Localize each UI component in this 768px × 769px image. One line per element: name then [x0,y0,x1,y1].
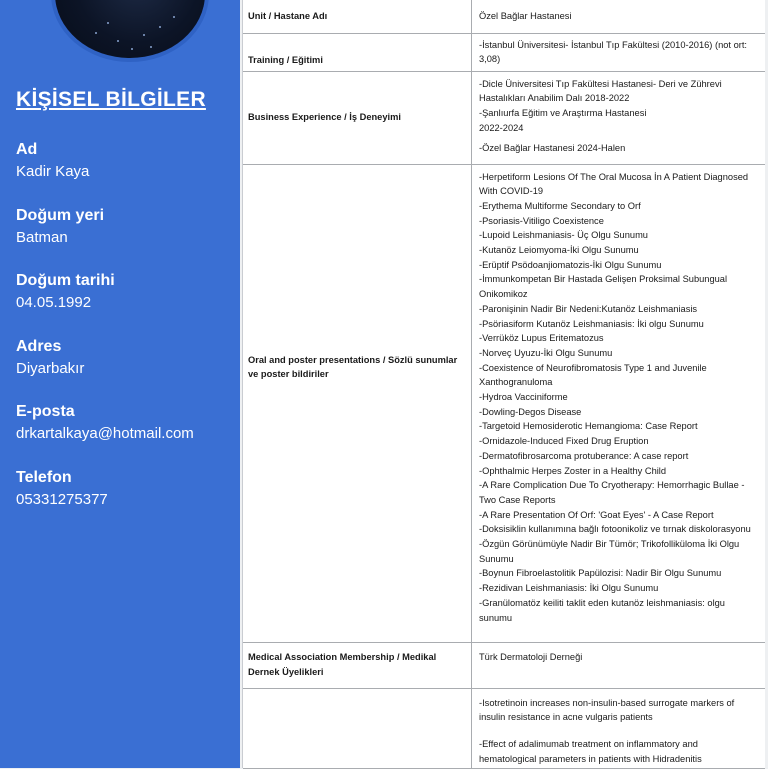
row-label [243,688,472,768]
presentation-item: -Erüptif Psödoanjiomatozis-İki Olgu Sunumu [479,259,662,270]
row-experience [243,71,765,164]
presentation-item: -Coexistence of Neurofibromatosis Type 1 and Juvenile Xanthogranuloma [479,362,707,388]
presentation-item: -Verrüköz Lupus Eritematozus [479,333,604,344]
presentation-item: -Dowling-Degos Disease [479,406,582,417]
presentation-item: -Granülomatöz keiliti taklit eden kutanöz leishmaniasis: olgu sunumu [479,597,725,623]
info-label: Adres [16,338,62,355]
info-value: 05331275377 [16,491,108,508]
info-label: Telefon [16,469,72,486]
row-value [472,33,766,71]
presentation-item: -Boynun Fibroelastolitik Papülozisi: Nadir Bir Olgu Sunumu [479,568,722,579]
row-value: Özel Bağlar Hastanesi [472,0,766,33]
personal-info-sidebar [0,0,240,768]
experience-line: 2022-2024 [479,122,524,133]
info-label: Doğum tarihi [16,272,115,289]
info-label: Ad [16,141,38,158]
row-label: Medical Association Membership / Medikal Dernek Üyelikleri [243,642,472,688]
info-birthplace [16,206,236,248]
row-value [472,688,766,768]
avatar [55,0,205,58]
experience-line: -Dicle Üniversitesi Tıp Fakültesi Hastanesi- Deri ve Zührevi Hastalıkları Anabilim Dalı 2018-2022 [479,78,722,104]
info-name [16,140,236,182]
cv-sheet [243,0,765,768]
row-presentations [243,164,765,642]
experience-line: -Özel Bağlar Hastanesi 2024-Halen [479,143,626,154]
publication-item: -Effect of adalimumab treatment on inflammatory and hematological parameters in patients with Hidradenitis [479,738,702,764]
publication-item: -Isotretinoin increases non-insulin-based surrogate markers of insulin resistance in acne vulgaris patients [479,697,735,723]
row-publications [243,688,765,768]
row-label: Business Experience / İş Deneyimi [243,71,472,164]
info-value: 04.05.1992 [16,294,92,311]
info-address [16,337,236,379]
info-value: Kadir Kaya [16,163,90,180]
row-value [472,164,766,642]
row-label: Unit / Hastane Adı [243,0,472,33]
info-label: E-posta [16,403,75,420]
presentation-item: -Paronişinin Nadir Bir Nedeni:Kutanöz Leishmaniasis [479,303,698,314]
row-value [472,71,766,164]
presentation-item: -Psöriasiform Kutanöz Leishmaniasis: İki olgu Sunumu [479,318,704,329]
presentation-item: -Herpetiform Lesions Of The Oral Mucosa İn A Patient Diagnosed With COVID-19 [479,171,749,197]
info-label: Doğum yeri [16,207,105,224]
info-email [16,402,236,444]
experience-line: -Şanlıurfa Eğitim ve Araştırma Hastanesi [479,107,647,118]
presentation-item: -A Rare Presentation Of Orf: 'Goat Eyes' - A Case Report [479,509,714,520]
row-value: Türk Dermatoloji Derneği [472,642,766,688]
info-value: drkartalkaya@hotmail.com [16,425,194,442]
sidebar-title: KİŞİSEL BİLGİLER [16,88,206,111]
info-value: Batman [16,229,68,246]
info-phone [16,468,236,510]
presentation-item: -Erythema Multiforme Secondary to Orf [479,200,641,211]
row-membership [243,642,765,688]
presentation-item: -İmmunkompetan Bir Hastada Gelişen Proksimal Subungual Onikomikoz [479,274,728,300]
info-value: Diyarbakır [16,360,85,377]
presentation-item: -Ophthalmic Herpes Zoster in a Healthy Child [479,465,667,476]
row-label: Training / Eğitimi [243,33,472,71]
cv-table [243,0,765,769]
presentation-item: -Ornidazole-Induced Fixed Drug Eruption [479,436,649,447]
presentation-item: -Psoriasis-Vitiligo Coexistence [479,215,604,226]
presentation-item: -Lupoid Leishmaniasis- Üç Olgu Sunumu [479,230,648,241]
presentation-item: -Kutanöz Leiomyoma-İki Olgu Sunumu [479,245,639,256]
presentation-item: -Norveç Uyuzu-İki Olgu Sunumu [479,347,613,358]
presentation-item: -A Rare Complication Due To Cryotherapy: Hemorrhagic Bullae - Two Case Reports [479,480,745,505]
presentation-item: -Targetoid Hemosiderotic Hemangioma: Case Report [479,421,698,432]
row-label: Oral and poster presentations / Sözlü sunumlar ve poster bildiriler [243,164,472,642]
presentation-item: -Dermatofibrosarcoma protuberance: A case report [479,450,689,461]
presentation-item: -Özgün Görünümüyle Nadir Bir Tümör; Trikofolliküloma İki Olgu Sunumu [479,539,740,564]
row-training [243,33,765,71]
presentation-item: -Doksisiklin kullanımına bağlı fotoonikoliz ve tırnak diskolorasyonu [479,524,751,535]
presentation-item: -Rezidivan Leishmaniasis: İki Olgu Sunumu [479,583,659,594]
presentation-item: -Hydroa Vacciniforme [479,392,568,403]
row-unit [243,0,765,33]
info-birthdate [16,271,236,313]
training-line: -İstanbul Üniversitesi- İstanbul Tıp Fakültesi (2010-2016) (not ort: 3,08) [479,39,748,65]
